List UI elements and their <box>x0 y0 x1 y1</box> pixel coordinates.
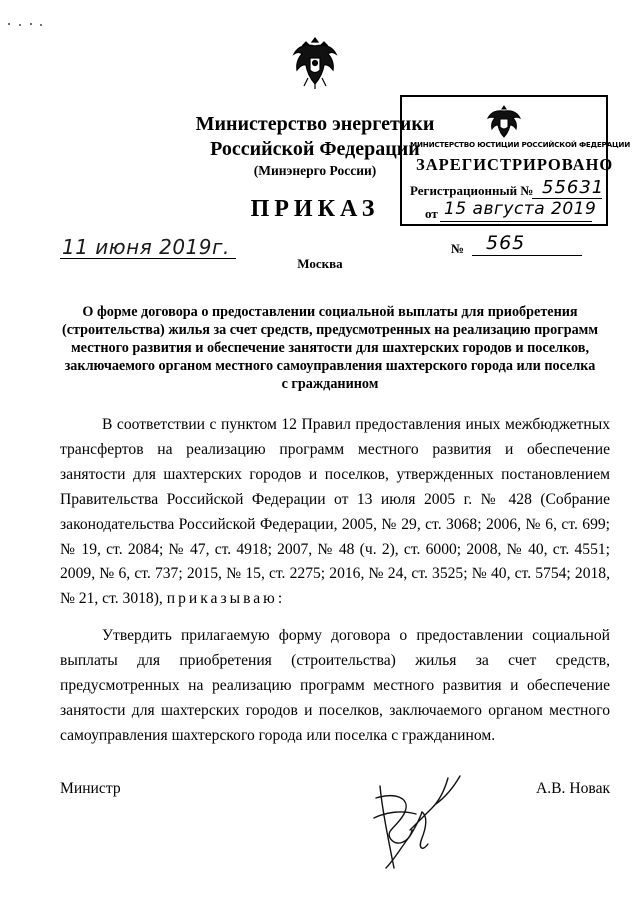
stamp-regnum-value: 55631 <box>542 177 605 198</box>
paragraph-preamble <box>60 413 610 612</box>
city: Москва <box>297 256 343 271</box>
stamp-regnum-label: Регистрационный № <box>410 183 534 198</box>
handwritten-signature <box>366 768 470 874</box>
order-number-label: № <box>451 241 465 256</box>
stamp-department: МИНИСТЕРСТВО ЮСТИЦИИ РОССИЙСКОЙ ФЕДЕРАЦИИ <box>410 140 631 149</box>
order-date: 11 июня 2019г. <box>62 235 230 259</box>
scan-artifact-dots <box>6 20 46 28</box>
preamble-text: В соответствии с пунктом 12 Правил предоставления иных межбюджетных трансфертов на реализацию программ местного развития и обеспечение занятости для шахтерских городов и поселков, утвержденных постановлением Правительства Российской Федерации от 13 июля 2005 г. № 428 (Собрание законодательства Российской Федерации, 2005, № 29, ст. 3068; 2006, № 6, ст. 699; № 19, ст. 2084; № 47, ст. 4918; 2007, № 48 (ч. 2), ст. 6000; 2008, № 40, ст. 4551; 2009, № 6, ст. 737; 2015, № 15, ст. 2275; 2016, № 24, ст. 3525; № 40, ст. 5754; 2018, № 21, ст. 3018), <box>60 416 610 608</box>
ministry-name-line2: Российской Федерации <box>210 138 420 160</box>
order-number-value: 565 <box>486 232 526 254</box>
stamp-date-underline <box>440 221 592 222</box>
ministry-short-name: (Минэнерго России) <box>253 163 377 178</box>
signatory-position: Министр <box>60 780 121 797</box>
stamp-registered: ЗАРЕГИСТРИРОВАНО <box>416 155 614 174</box>
coat-of-arms-icon <box>485 103 523 139</box>
stamp-date-label: от <box>425 206 438 221</box>
signatory-name: А.В. Новак <box>536 780 611 797</box>
ministry-name-line1: Министерство энергетики <box>195 113 435 135</box>
registration-stamp <box>400 95 631 226</box>
document-type: ПРИКАЗ <box>250 196 380 222</box>
document-title: О форме договора о предоставлении социальной выплаты для приобретения (строительства) жилья за счет средств, предусмотренных на реализацию программ местного развития и обеспечение занятости для шахтерских городов и поселков, заключаемого органом местного самоуправления шахтерского города или поселка с гражданином <box>61 304 599 392</box>
stamp-date-value: 15 августа 2019 <box>444 199 597 219</box>
coat-of-arms-icon <box>288 32 342 90</box>
order-word: приказываю: <box>166 590 286 608</box>
paragraph-order: Утвердить прилагаемую форму договора о предоставлении социальной выплаты для приобретения (строительства) жилья за счет средств, предусмотренных на реализацию программ местного развития и обеспечение занятости для шахтерских городов и поселков, заключаемого органом местного самоуправления шахтерского города или поселка с гражданином. <box>60 627 610 744</box>
